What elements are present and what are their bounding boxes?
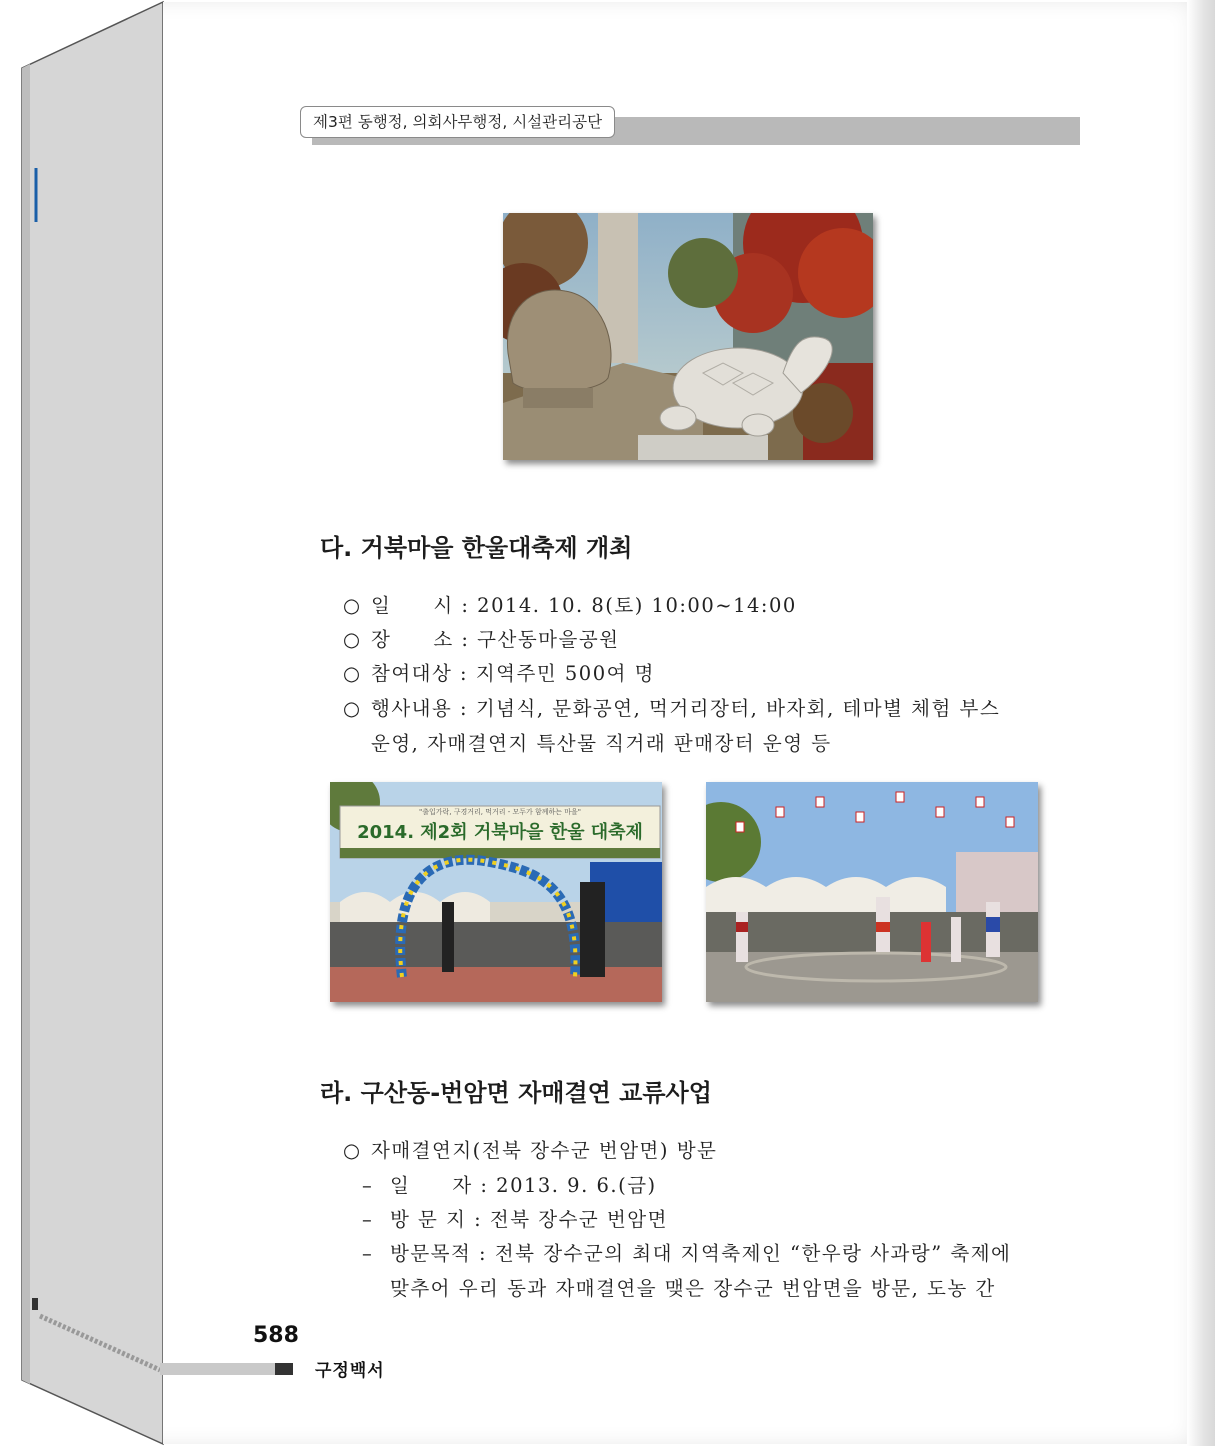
book-title: 구정백서 <box>315 1361 385 1381</box>
event-content-continuation: 운영, 자매결연지 특산물 직거래 판매장터 운영 등 <box>371 732 832 755</box>
sister-city-visit-line <box>343 1135 717 1163</box>
visit-purpose-line <box>362 1238 1011 1266</box>
item-value: 지역주민 500여 명 <box>475 662 655 685</box>
item-value: 구산동마을공원 <box>477 628 620 651</box>
item-label: 방문목적 <box>390 1242 472 1265</box>
section-title-da: 다. 거북마을 한울대축제 개최 <box>320 534 633 562</box>
event-participants-line <box>343 658 655 686</box>
item-label: 참여대상 <box>371 662 453 685</box>
visit-place-line <box>362 1204 668 1232</box>
bullet-icon: ○ <box>343 662 362 685</box>
item-separator: : <box>452 662 476 685</box>
visit-purpose-continuation: 맞추어 우리 동과 자매결연을 맺은 장수군 번암면을 방문, 도농 간 <box>390 1277 996 1300</box>
bullet-icon: ○ <box>343 1139 362 1162</box>
item-label: 일 시 <box>371 594 454 617</box>
dash-icon: – <box>362 1242 374 1265</box>
item-value: 2013. 9. 6.(금) <box>496 1174 657 1197</box>
item-separator: : <box>453 628 478 651</box>
item-value: 자매결연지(전북 장수군 번암면) 방문 <box>371 1139 718 1162</box>
item-label: 행사내용 <box>371 697 453 720</box>
event-date-line <box>343 590 797 618</box>
item-separator: : <box>466 1208 490 1231</box>
chapter-header: 제3편 동행정, 의회사무행정, 시설관리공단 <box>300 106 615 138</box>
event-content-line <box>343 693 1000 721</box>
banner-small-text: "출입가락, 구경거리, 먹거리 - 모두가 함께하는 마을" <box>418 808 582 816</box>
item-value: 2014. 10. 8(토) 10:00~14:00 <box>477 594 797 617</box>
traditional-dance-photo <box>706 782 1038 1002</box>
item-value: 전북 장수군의 최대 지역축제인 “한우랑 사과랑” 축제에 <box>494 1242 1012 1265</box>
banner-main-text: 2014. 제2회 거북마을 한울 대축제 <box>357 822 643 843</box>
footer-bar-marker <box>275 1363 293 1375</box>
bullet-icon: ○ <box>343 697 362 720</box>
bullet-icon: ○ <box>343 628 362 651</box>
item-separator: : <box>471 1242 495 1265</box>
dash-icon: – <box>362 1174 374 1197</box>
item-value: 기념식, 문화공연, 먹거리장터, 바자회, 테마별 체험 부스 <box>475 697 1001 720</box>
visit-date-line <box>362 1170 657 1198</box>
section-title-ra: 라. 구산동-번암면 자매결연 교류사업 <box>320 1079 712 1107</box>
item-separator: : <box>453 594 478 617</box>
item-value: 전북 장수군 번암면 <box>489 1208 668 1231</box>
book-spine <box>0 0 170 1446</box>
item-label: 방 문 지 <box>390 1208 467 1231</box>
event-place-line <box>343 624 620 652</box>
page-number: 588 <box>253 1323 299 1348</box>
item-separator: : <box>472 1174 497 1197</box>
festival-gate-photo <box>330 782 662 1002</box>
dash-icon: – <box>362 1208 374 1231</box>
turtle-statue-photo <box>503 213 873 460</box>
bullet-icon: ○ <box>343 594 362 617</box>
item-separator: : <box>452 697 476 720</box>
footer-bar <box>160 1363 275 1375</box>
item-label: 일 자 <box>390 1174 473 1197</box>
item-label: 장 소 <box>371 628 454 651</box>
page-edge <box>1187 0 1215 1446</box>
